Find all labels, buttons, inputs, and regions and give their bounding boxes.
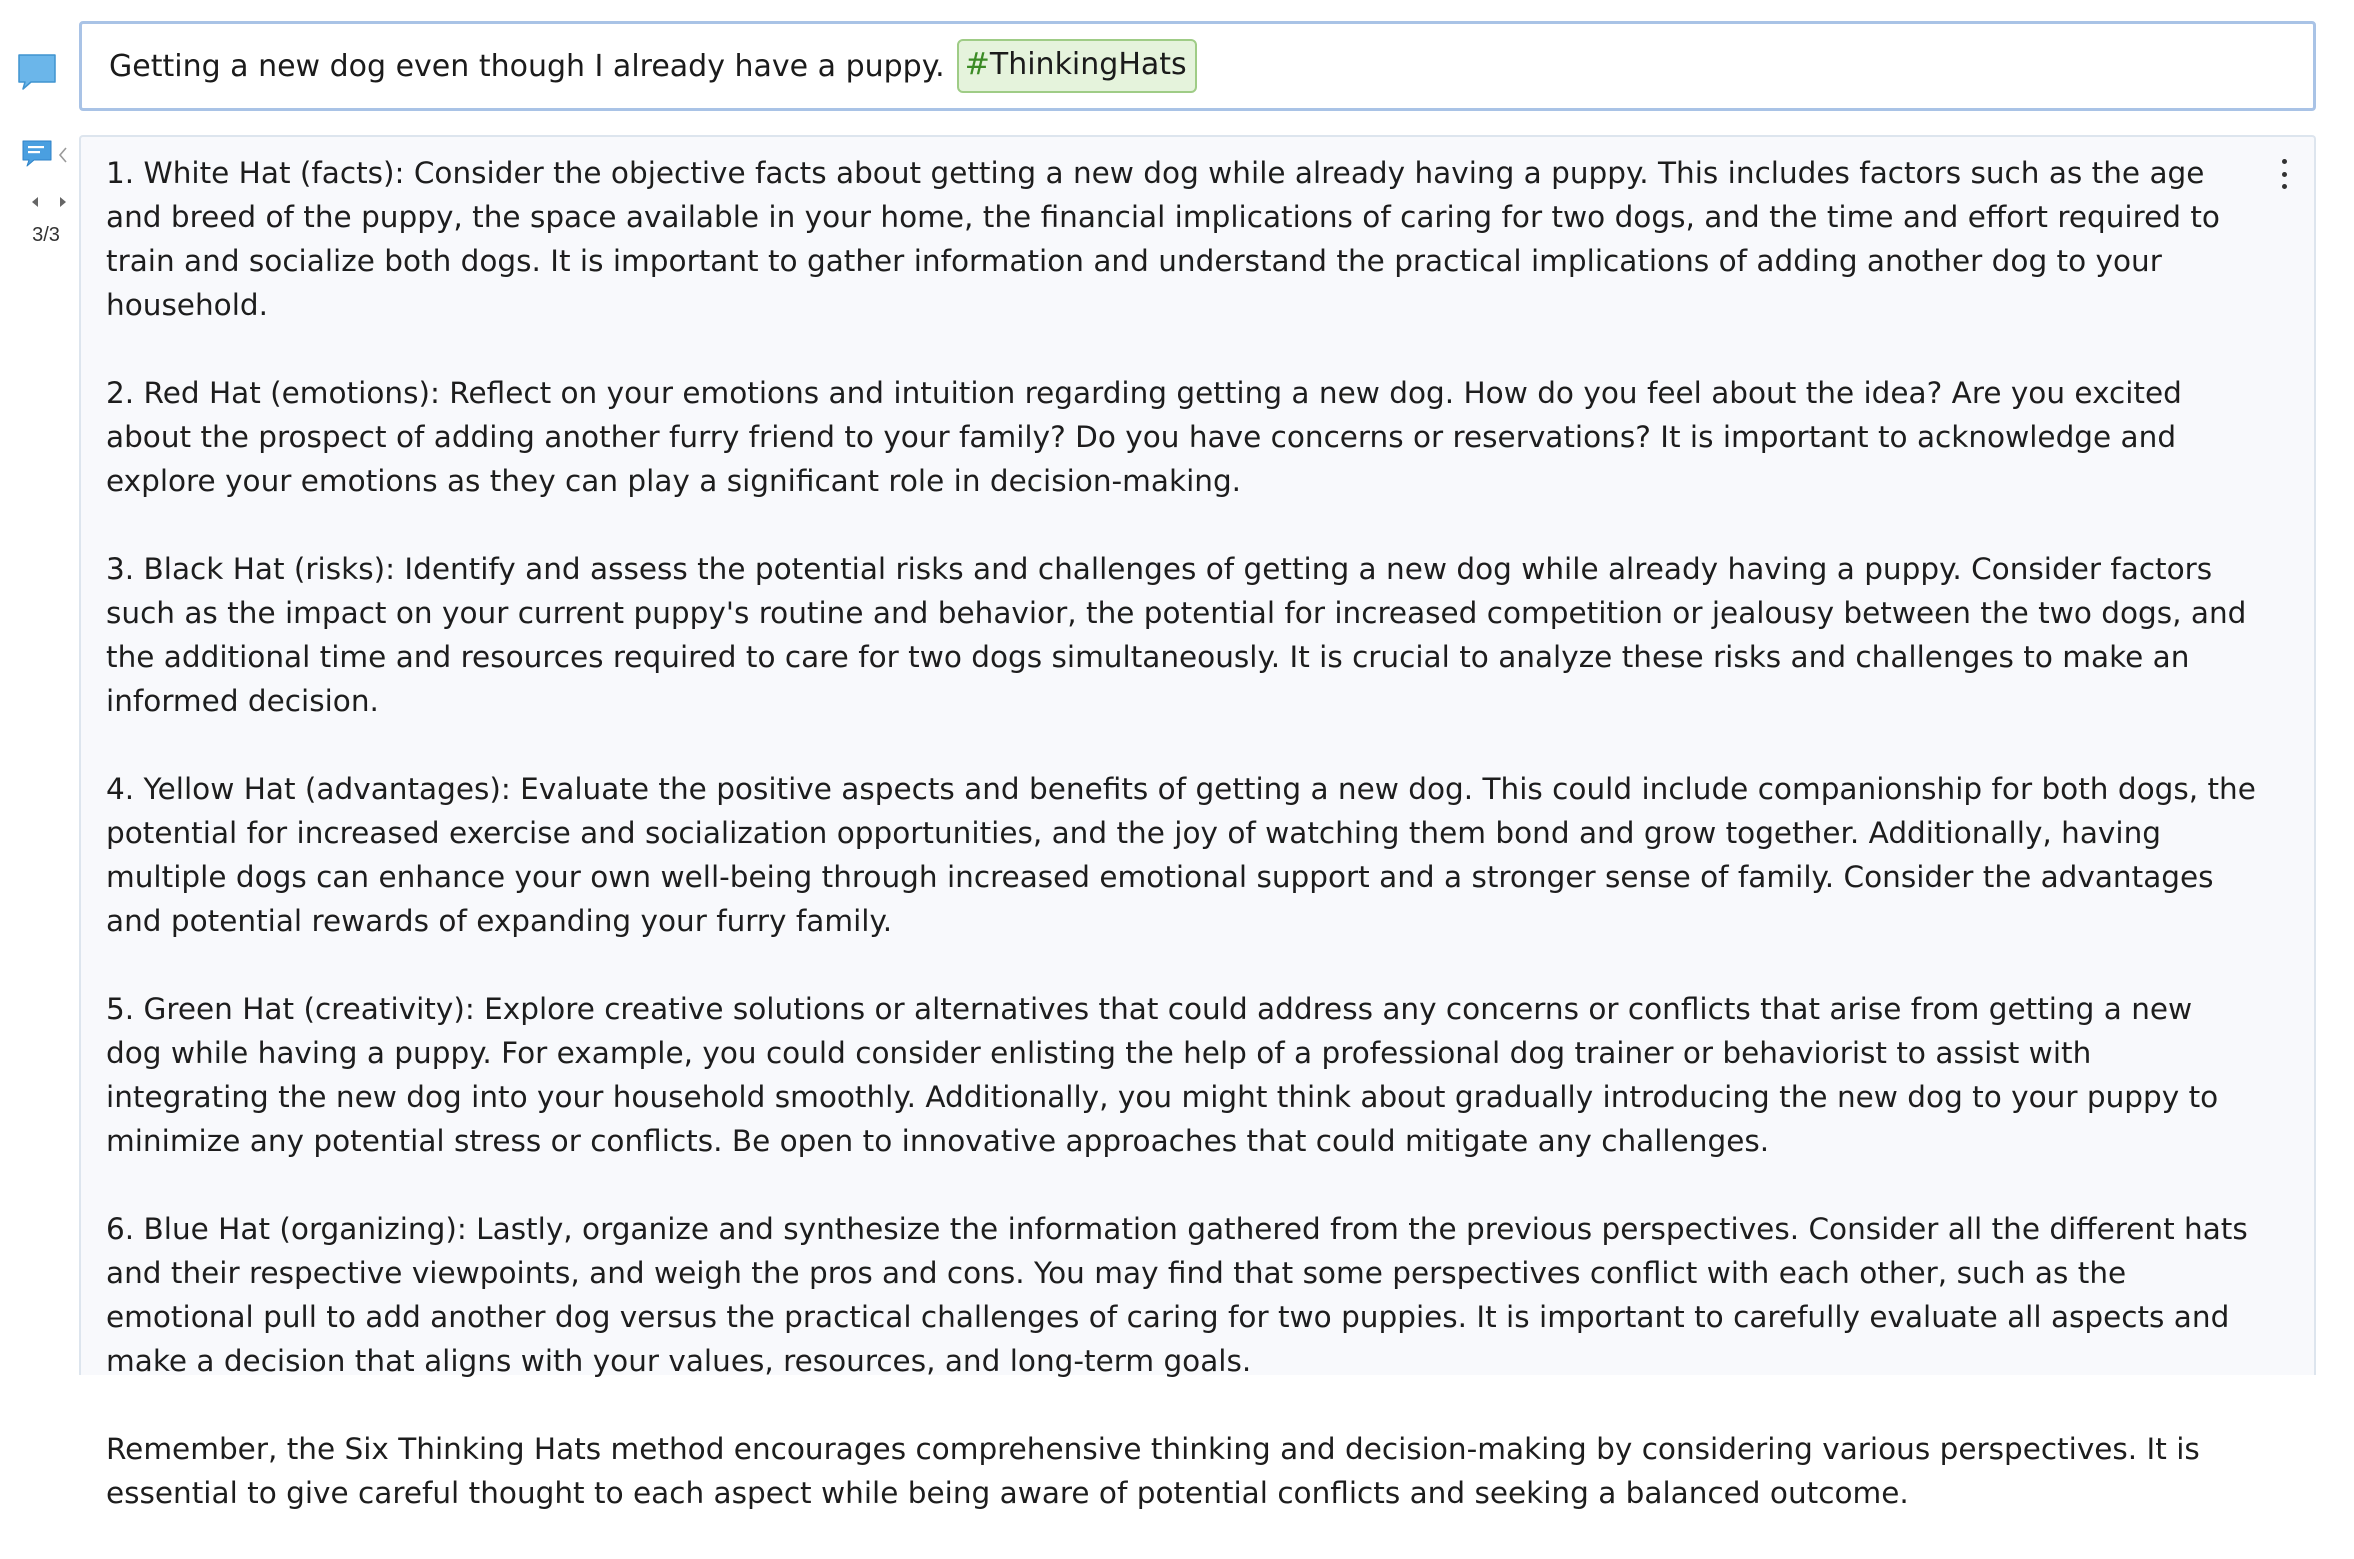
reply-navigation <box>16 140 76 260</box>
caret-left-icon[interactable] <box>32 197 38 207</box>
response-paragraph-black-hat: 3. Black Hat (risks): Identify and assess the potential risks and challenges of getting a new dog while already having a puppy. Consider factors such as the impact on your current puppy's routine and behavior, the potential for increased competition or jealousy between the two dogs, and the additional time and resources required to care for two dogs simultaneously. It is crucial to analyze these risks and challenges to make an informed decision. <box>106 552 2247 718</box>
speech-bubble-icon <box>17 52 57 92</box>
hashtag-chip[interactable] <box>957 39 1197 93</box>
response-paragraph-white-hat: 1. White Hat (facts): Consider the objective facts about getting a new dog while already having a puppy. This includes factors such as the age and breed of the puppy, the space available in your home, the financial implications of caring for two dogs, and the time and effort required to train and socialize both dogs. It is important to gather information and understand the practical implications of adding another dog to your household. <box>106 156 2220 322</box>
response-panel <box>79 135 2316 1510</box>
kebab-dot <box>2282 172 2287 177</box>
hashtag-word: ThinkingHats <box>989 47 1187 82</box>
response-paragraph-yellow-hat: 4. Yellow Hat (advantages): Evaluate the positive aspects and benefits of getting a new dog. This could include companionship for both dogs, the potential for increased exercise and socialization opportunities, and the joy of watching them bond and grow together. Additionally, having multiple dogs can enhance your own well-being through increased emotional support and a stronger sense of family. Consider the advantages and potential rewards of expanding your furry family. <box>106 772 2256 938</box>
response-paragraph-blue-hat: 6. Blue Hat (organizing): Lastly, organize and synthesize the information gathered from the previous perspectives. Consider all the different hats and their respective viewpoints, and weigh the pros and cons. You may find that some perspectives conflict with each other, such as the emotional pull to add another dog versus the practical challenges of caring for two puppies. It is important to carefully evaluate all aspects and make a decision that aligns with your values, resources, and long-term goals. <box>106 1212 2248 1378</box>
kebab-menu-icon[interactable] <box>2274 159 2294 189</box>
response-text <box>106 151 2256 1559</box>
response-paragraph-red-hat: 2. Red Hat (emotions): Reflect on your emotions and intuition regarding getting a new dog. How do you feel about the idea? Are you excited about the prospect of adding another furry friend to your family? Do you have concerns or reservations? It is important to acknowledge and explore your emotions as they can play a significant role in decision-making. <box>106 376 2182 498</box>
prompt-box[interactable] <box>79 21 2316 111</box>
chevron-left-icon[interactable] <box>56 144 70 166</box>
kebab-dot <box>2282 184 2287 189</box>
response-paragraph-conclusion: Remember, the Six Thinking Hats method encourages comprehensive thinking and decision-making by considering various perspectives. It is essential to give careful thought to each aspect while being aware of potential conflicts and seeking a balanced outcome. <box>106 1432 2200 1510</box>
response-paragraph-green-hat: 5. Green Hat (creativity): Explore creative solutions or alternatives that could address any concerns or conflicts that arise from getting a new dog while having a puppy. For example, you could consider enlisting the help of a professional dog trainer or behaviorist to assist with integrating the new dog into your household smoothly. Additionally, you might think about gradually introducing the new dog to your puppy to minimize any potential stress or conflicts. Be open to innovative approaches that could mitigate any challenges. <box>106 992 2219 1158</box>
prompt-text: Getting a new dog even though I already have a puppy. <box>109 48 945 84</box>
kebab-dot <box>2282 159 2287 164</box>
chat-lines-icon[interactable] <box>22 140 52 168</box>
response-pager <box>24 194 70 210</box>
caret-right-icon[interactable] <box>60 197 66 207</box>
hashtag-symbol: # <box>964 47 990 82</box>
page-counter: 3/3 <box>32 224 60 246</box>
